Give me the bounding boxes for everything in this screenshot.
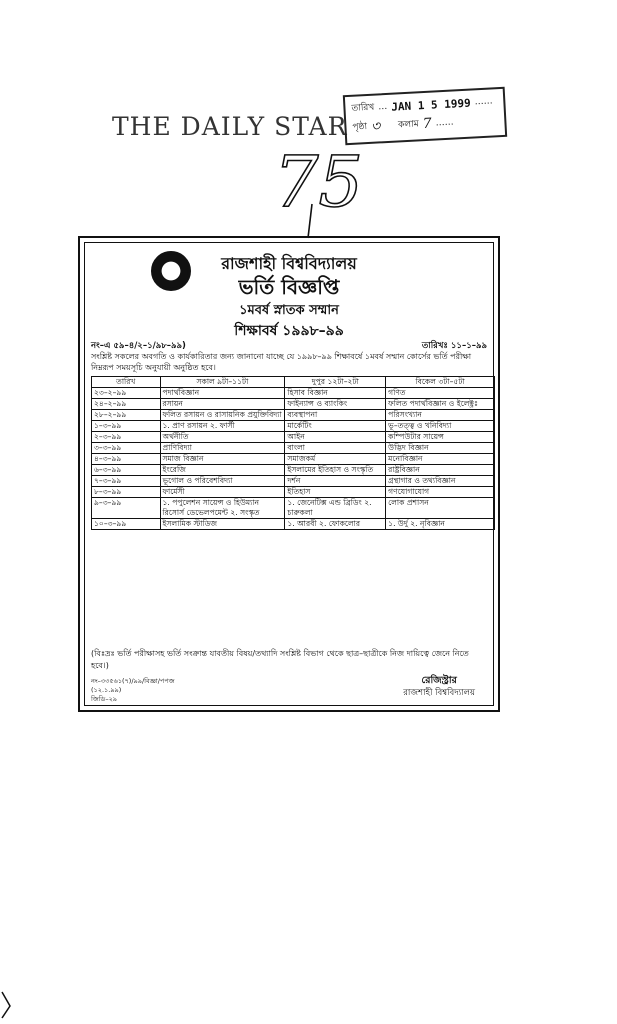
table-cell: দর্শন — [285, 476, 386, 487]
header-noon: দুপুর ১২টা–২টা — [285, 377, 386, 388]
table-cell: আইন — [285, 432, 386, 443]
table-cell: ৯–৩–৯৯ — [92, 498, 161, 519]
header-date: তারিখ — [92, 377, 161, 388]
table-cell: ফার্মেসী — [160, 487, 285, 498]
table-row — [92, 410, 495, 421]
table-cell: হিসাব বিজ্ঞান — [285, 388, 386, 399]
signatory-org: রাজশাহী বিশ্ববিদ্যালয় — [403, 688, 475, 698]
handwritten-number-text: 75 — [274, 141, 364, 223]
table-cell: পদার্থবিজ্ঞান — [160, 388, 285, 399]
table-cell: ৪–৩–৯৯ — [92, 454, 161, 465]
table-cell: ভূ–তত্ত্ব ও খনিবিদ্যা — [386, 421, 495, 432]
table-cell: ২৪–২–৯৯ — [92, 399, 161, 410]
notice-frame — [84, 242, 494, 706]
table-cell: প্রাণিবিদ্যা — [160, 443, 285, 454]
table-cell: ১. প্রাণ রসায়ন ২. ফার্সী — [160, 421, 285, 432]
table-cell: মার্কেটিং — [285, 421, 386, 432]
table-row — [92, 454, 495, 465]
table-cell: ৬–৩–৯৯ — [92, 465, 161, 476]
notice-date: তারিখঃ ১১–১–৯৯ — [421, 341, 487, 351]
signature-block — [403, 675, 475, 699]
table-cell: গ্রন্থাগার ও তথ্যবিজ্ঞান — [386, 476, 495, 487]
table-row — [92, 388, 495, 399]
header-morning: সকাল ৯টা–১১টা — [160, 377, 285, 388]
table-row — [92, 465, 495, 476]
reference-number: নং–এ ৫৯–৪/২–১/৯৮–৯৯) — [91, 341, 186, 351]
table-cell: ১. উর্দু ২. নৃবিজ্ঞান — [386, 519, 495, 530]
signatory-title: রেজিস্ট্রার — [421, 675, 457, 686]
table-row — [92, 476, 495, 487]
memo-date: (১২.১.৯৯) — [91, 686, 122, 694]
table-row — [92, 421, 495, 432]
table-cell: পরিসংখ্যান — [386, 410, 495, 421]
stamp-page-value: ৩ — [370, 118, 381, 135]
table-cell: বাংলা — [285, 443, 386, 454]
header-afternoon: বিকেল ৩টা–৫টা — [386, 377, 495, 388]
table-cell: রাষ্ট্রবিজ্ঞান — [386, 465, 495, 476]
course-name: ১মবর্ষ স্নাতক সম্মান — [239, 303, 339, 318]
memo-reference — [91, 677, 175, 704]
footnote: (বিঃদ্রঃ ভর্তি পরীক্ষাসহ ভর্তি সংক্রান্ত যাবতীয় বিষয়/তথ্যাদি সংশ্লিষ্ট বিভাগ থেকে ছাত্র–ছাত্রীকে নিজ দায়িত্বে জেনে নিতে হবে।) — [91, 649, 469, 670]
session-year: শিক্ষাবর্ষ ১৯৯৮–৯৯ — [234, 323, 344, 339]
newspaper-clipping — [78, 236, 500, 712]
table-cell: ৩–৩–৯৯ — [92, 443, 161, 454]
table-cell: ইংরেজি — [160, 465, 285, 476]
table-cell: ২৮–২–৯৯ — [92, 410, 161, 421]
university-name: রাজশাহী বিশ্ববিদ্যালয় — [221, 254, 357, 273]
memo-code: জিডি–২৯ — [91, 695, 118, 703]
table-cell: ভূগোল ও পরিবেশবিদ্যা — [160, 476, 285, 487]
table-cell: ফলিত রসায়ন ও রাসায়নিক প্রযুক্তিবিদ্যা — [160, 410, 285, 421]
table-header-row — [92, 377, 495, 388]
table-cell: ফাইন্যান্স ও ব্যাংকিং — [285, 399, 386, 410]
clipping-date-stamp: তারিখ … JAN 1 5 1999 …… পৃষ্ঠা ৩ কলাম 7 …… — [343, 87, 507, 145]
notice-title: ভর্তি বিজ্ঞপ্তি — [238, 275, 340, 299]
table-cell: ১০–৩–৯৯ — [92, 519, 161, 530]
table-row — [92, 498, 495, 519]
table-row — [92, 432, 495, 443]
table-row — [92, 519, 495, 530]
table-cell: গণিত — [386, 388, 495, 399]
table-cell: ইতিহাস — [285, 487, 386, 498]
table-cell: ২৩–২–৯৯ — [92, 388, 161, 399]
table-row — [92, 399, 495, 410]
newspaper-masthead: THE DAILY STAR — [112, 112, 348, 141]
table-cell: ১. পপুলেশন সায়েন্স ও হিউম্যান রিসোর্স ডেভেলপমেন্ট ২. সংস্কৃত — [160, 498, 285, 519]
table-cell: কম্পিউটার সায়েন্স — [386, 432, 495, 443]
stamp-date-label: তারিখ — [351, 102, 375, 114]
table-cell: ফলিত পদার্থবিজ্ঞান ও ইলেক্ট্রঃ — [386, 399, 495, 410]
table-cell: ইসলামিক স্টাডিজ — [160, 519, 285, 530]
table-cell: ৮–৩–৯৯ — [92, 487, 161, 498]
table-cell: ১. আরবী ২. ফোকলোর — [285, 519, 386, 530]
table-row — [92, 443, 495, 454]
table-cell: রসায়ন — [160, 399, 285, 410]
table-cell: ৭–৩–৯৯ — [92, 476, 161, 487]
table-cell: সমাজ বিজ্ঞান — [160, 454, 285, 465]
memo-number: নং–৩৩৫৬১(৭)/৯৯/বিজ্ঞা/পপজ — [91, 677, 175, 685]
stamp-page-label: পৃষ্ঠা — [352, 122, 368, 133]
exam-schedule-table — [91, 376, 495, 530]
stamp-date-value: JAN 1 5 1999 — [390, 96, 472, 114]
table-cell: উদ্ভিদ বিজ্ঞান — [386, 443, 495, 454]
table-cell: ২–৩–৯৯ — [92, 432, 161, 443]
table-cell: ১–৩–৯৯ — [92, 421, 161, 432]
table-cell: গণযোগাযোগ — [386, 487, 495, 498]
table-cell: ১. জেনেটিক্স এন্ড ব্রিডিং ২. চারুকলা — [285, 498, 386, 519]
table-cell: অর্থনীতি — [160, 432, 285, 443]
table-cell: মনোবিজ্ঞান — [386, 454, 495, 465]
table-cell: লোক প্রশাসন — [386, 498, 495, 519]
table-row — [92, 487, 495, 498]
table-cell: ইসলামের ইতিহাস ও সংস্কৃতি — [285, 465, 386, 476]
stamp-column-value: 7 — [422, 115, 433, 133]
table-cell: ব্যবস্থাপনা — [285, 410, 386, 421]
scan-edge-mark-icon — [0, 990, 14, 1020]
handwritten-number — [268, 134, 378, 244]
stamp-column-label: কলাম — [397, 119, 420, 131]
table-cell: সমাজকর্ম — [285, 454, 386, 465]
notice-intro: সংশ্লিষ্ট সকলের অবগতি ও কার্যকারিতার জন্য জানানো যাচ্ছে যে ১৯৯৮–৯৯ শিক্ষাবর্ষে ১মবর্ষ সম্মান কোর্সের ভর্তি পরীক্ষা নিম্নরূপ সময়সূচি অনুযায়ী অনুষ্ঠিত হবে। — [91, 352, 472, 372]
